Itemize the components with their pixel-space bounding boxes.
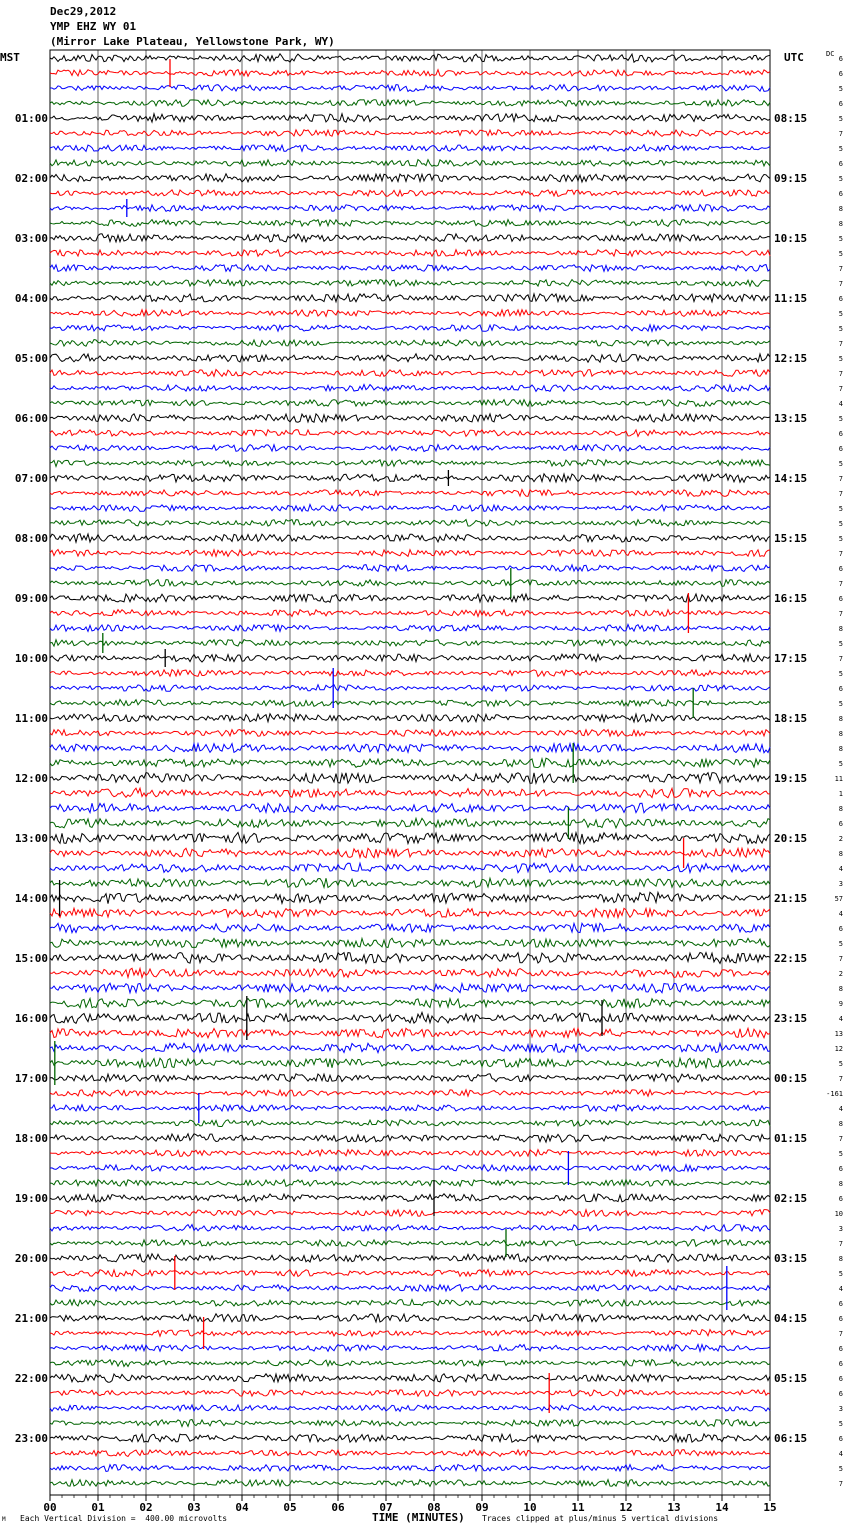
dc-offset-label: 3 xyxy=(838,880,843,888)
dc-offset-label: 10 xyxy=(834,1210,843,1218)
dc-offset-label: 5 xyxy=(838,640,843,648)
dc-offset-label: 6 xyxy=(838,160,843,168)
left-hour-label: 05:00 xyxy=(14,352,48,365)
seismic-trace xyxy=(50,1058,770,1068)
seismic-trace xyxy=(50,325,770,332)
seismic-trace xyxy=(50,654,770,662)
dc-offset-label: 5 xyxy=(838,250,843,258)
seismic-trace xyxy=(50,848,770,857)
seismic-trace xyxy=(50,1194,770,1202)
plot-date: Dec29,2012 xyxy=(50,5,117,18)
seismic-trace xyxy=(50,54,770,62)
seismic-trace xyxy=(50,70,770,77)
dc-offset-label: 5 xyxy=(838,760,843,768)
dc-offset-label: 8 xyxy=(838,850,843,858)
dc-offset-label: 6 xyxy=(838,55,843,63)
right-hour-label: 10:15 xyxy=(774,232,808,245)
dc-offset-label: 5 xyxy=(838,415,843,423)
seismic-trace xyxy=(50,1480,770,1487)
dc-offset-label: 6 xyxy=(838,1375,843,1383)
seismic-trace xyxy=(50,565,770,572)
x-tick-label: 02 xyxy=(139,1501,153,1514)
seismic-trace xyxy=(50,1210,770,1217)
seismic-trace xyxy=(50,1165,770,1172)
dc-offset-label: 6 xyxy=(838,70,843,78)
seismic-trace xyxy=(50,534,770,543)
dc-offset-label: 7 xyxy=(838,655,843,663)
dc-offset-label: 7 xyxy=(838,610,843,618)
dc-offset-label: 5 xyxy=(838,145,843,153)
dc-offset-label: 5 xyxy=(838,235,843,243)
seismic-trace xyxy=(50,610,770,617)
seismic-trace xyxy=(50,983,770,993)
dc-offset-label: 5 xyxy=(838,520,843,528)
right-hour-label: 17:15 xyxy=(774,652,808,665)
dc-offset-label: 6 xyxy=(838,190,843,198)
seismic-trace xyxy=(50,550,770,557)
dc-offset-label: 8 xyxy=(838,715,843,723)
right-hour-label: 12:15 xyxy=(774,352,808,365)
seismic-trace xyxy=(50,1134,770,1142)
seismic-trace xyxy=(50,445,770,452)
dc-offset-label: 6 xyxy=(838,595,843,603)
station-location: (Mirror Lake Plateau, Yellowstone Park, WY) xyxy=(50,35,335,48)
dc-offset-label: 5 xyxy=(838,1150,843,1158)
seismic-trace xyxy=(50,743,770,752)
dc-offset-label: 7 xyxy=(838,550,843,558)
left-hour-label: 01:00 xyxy=(14,112,48,125)
left-hour-label: 22:00 xyxy=(14,1372,48,1385)
seismic-trace xyxy=(50,190,770,197)
x-tick-label: 12 xyxy=(619,1501,633,1514)
dc-offset-label: 12 xyxy=(834,1045,843,1053)
dc-offset-label: 5 xyxy=(838,940,843,948)
seismic-trace xyxy=(50,414,770,422)
dc-offset-label: 5 xyxy=(838,535,843,543)
left-hour-label: 20:00 xyxy=(14,1252,48,1265)
x-tick-label: 14 xyxy=(715,1501,729,1514)
seismic-trace xyxy=(50,773,770,784)
seismic-trace xyxy=(50,878,770,887)
x-tick-label: 05 xyxy=(283,1501,297,1514)
x-tick-label: 00 xyxy=(43,1501,57,1514)
x-tick-label: 04 xyxy=(235,1501,249,1514)
right-hour-label: 22:15 xyxy=(774,952,808,965)
right-hour-label: 02:15 xyxy=(774,1192,808,1205)
left-hour-label: 18:00 xyxy=(14,1132,48,1145)
seismic-trace xyxy=(50,1240,770,1247)
left-hour-label: 09:00 xyxy=(14,592,48,605)
dc-offset-label: 2 xyxy=(838,970,843,978)
seismic-trace xyxy=(50,205,770,212)
seismic-trace xyxy=(50,174,770,182)
seismic-trace xyxy=(50,1225,770,1232)
x-tick-label: 11 xyxy=(571,1501,585,1514)
right-hour-label: 03:15 xyxy=(774,1252,808,1265)
corner-mark: M xyxy=(2,1516,6,1523)
dc-offset-label: 5 xyxy=(838,1270,843,1278)
dc-offset-label: 5 xyxy=(838,310,843,318)
dc-offset-label: 7 xyxy=(838,1240,843,1248)
seismic-trace xyxy=(50,1450,770,1457)
right-hour-label: 16:15 xyxy=(774,592,808,605)
right-hour-label: 20:15 xyxy=(774,832,808,845)
dc-offset-label: 5 xyxy=(838,1060,843,1068)
left-hour-label: 07:00 xyxy=(14,472,48,485)
seismic-trace xyxy=(50,700,770,707)
dc-offset-label: 6 xyxy=(838,100,843,108)
dc-offset-label: 8 xyxy=(838,205,843,213)
right-hour-label: 15:15 xyxy=(774,532,808,545)
dc-offset-label: 9 xyxy=(838,1000,843,1008)
seismic-trace xyxy=(50,625,770,632)
left-hour-label: 03:00 xyxy=(14,232,48,245)
dc-offset-label: 6 xyxy=(838,1360,843,1368)
dc-offset-label: 4 xyxy=(838,1015,843,1023)
seismic-trace xyxy=(50,1330,770,1337)
right-hour-label: 14:15 xyxy=(774,472,808,485)
seismic-trace xyxy=(50,145,770,152)
dc-offset-label: 8 xyxy=(838,730,843,738)
seismic-trace xyxy=(50,1043,770,1052)
left-hour-label: 21:00 xyxy=(14,1312,48,1325)
right-hour-label: 00:15 xyxy=(774,1072,808,1085)
seismic-trace xyxy=(50,670,770,677)
dc-offset-label: 6 xyxy=(838,430,843,438)
dc-offset-label: 11 xyxy=(834,775,843,783)
dc-offset-label: 8 xyxy=(838,1255,843,1263)
seismic-trace xyxy=(50,1150,770,1157)
dc-offset-label: 6 xyxy=(838,1315,843,1323)
seismic-trace xyxy=(50,788,770,798)
seismic-trace xyxy=(50,685,770,692)
dc-offset-label: 6 xyxy=(838,685,843,693)
dc-offset-label: 6 xyxy=(838,295,843,303)
dc-offset-label: 6 xyxy=(838,1165,843,1173)
dc-offset-label: 5 xyxy=(838,700,843,708)
utc-label: UTC xyxy=(784,51,804,64)
seismic-trace xyxy=(50,1300,770,1307)
dc-offset-label: 7 xyxy=(838,955,843,963)
dc-offset-label: 4 xyxy=(838,1105,843,1113)
dc-offset-label: 4 xyxy=(838,400,843,408)
seismic-trace xyxy=(50,908,770,917)
left-hour-label: 13:00 xyxy=(14,832,48,845)
left-hour-label: 08:00 xyxy=(14,532,48,545)
seismic-trace xyxy=(50,474,770,482)
left-hour-label: 19:00 xyxy=(14,1192,48,1205)
seismic-trace xyxy=(50,923,770,932)
right-hour-label: 09:15 xyxy=(774,172,808,185)
seismic-trace xyxy=(50,580,770,587)
seismic-trace xyxy=(50,833,770,844)
x-tick-label: 13 xyxy=(667,1501,681,1514)
seismic-trace xyxy=(50,1465,770,1472)
seismic-trace xyxy=(50,953,770,964)
dc-offset-label: 13 xyxy=(834,1030,843,1038)
seismic-trace xyxy=(50,892,770,903)
dc-offset-label: 7 xyxy=(838,580,843,588)
seismic-trace xyxy=(50,265,770,272)
dc-offset-label: 8 xyxy=(838,1120,843,1128)
seismic-trace xyxy=(50,490,770,497)
dc-offset-label: 6 xyxy=(838,1345,843,1353)
seismic-trace xyxy=(50,160,770,167)
dc-offset-label: 3 xyxy=(838,1225,843,1233)
dc-offset-label: 4 xyxy=(838,865,843,873)
x-tick-label: 01 xyxy=(91,1501,105,1514)
dc-offset-label: 5 xyxy=(838,175,843,183)
seismic-trace xyxy=(50,758,770,767)
x-tick-label: 09 xyxy=(475,1501,489,1514)
dc-offset-label: 5 xyxy=(838,355,843,363)
seismic-trace xyxy=(50,1270,770,1277)
dc-offset-label: 7 xyxy=(838,130,843,138)
dc-offset-label: 4 xyxy=(838,910,843,918)
dc-offset-label: 7 xyxy=(838,340,843,348)
dc-offset-label: 7 xyxy=(838,1480,843,1488)
x-tick-label: 08 xyxy=(427,1501,441,1514)
mst-label: MST xyxy=(0,51,20,64)
seismic-trace xyxy=(50,505,770,512)
seismic-trace xyxy=(50,1090,770,1097)
seismic-trace xyxy=(50,863,770,872)
seismic-trace xyxy=(50,310,770,317)
right-hour-label: 23:15 xyxy=(774,1012,808,1025)
left-hour-label: 02:00 xyxy=(14,172,48,185)
left-hour-label: 10:00 xyxy=(14,652,48,665)
seismic-trace xyxy=(50,354,770,362)
dc-offset-label: 6 xyxy=(838,1390,843,1398)
dc-offset-label: 6 xyxy=(838,565,843,573)
seismic-trace xyxy=(50,1405,770,1412)
dc-offset-label: 7 xyxy=(838,370,843,378)
seismic-trace xyxy=(50,1285,770,1292)
right-hour-label: 11:15 xyxy=(774,292,808,305)
seismic-trace xyxy=(50,460,770,467)
seismic-trace xyxy=(50,1028,770,1038)
dc-offset-label: 6 xyxy=(838,1435,843,1443)
clip-note: Traces clipped at plus/minus 5 vertical divisions xyxy=(482,1514,719,1523)
dc-offset-label: 6 xyxy=(838,820,843,828)
dc-offset-label: 5 xyxy=(838,460,843,468)
seismic-trace xyxy=(50,1314,770,1322)
left-hour-label: 04:00 xyxy=(14,292,48,305)
left-hour-label: 14:00 xyxy=(14,892,48,905)
x-tick-label: 10 xyxy=(523,1501,537,1514)
x-tick-label: 15 xyxy=(763,1501,777,1514)
dc-offset-label: 5 xyxy=(838,670,843,678)
seismic-trace xyxy=(50,938,770,947)
seismic-trace xyxy=(50,999,770,1008)
seismic-trace xyxy=(50,400,770,407)
right-hour-label: 19:15 xyxy=(774,772,808,785)
seismic-trace xyxy=(50,294,770,302)
seismic-trace xyxy=(50,85,770,92)
dc-offset-label: 7 xyxy=(838,490,843,498)
seismic-trace xyxy=(50,968,770,977)
dc-offset-label: 8 xyxy=(838,625,843,633)
left-hour-label: 17:00 xyxy=(14,1072,48,1085)
dc-offset-label: 7 xyxy=(838,265,843,273)
seismic-trace xyxy=(50,340,770,347)
dc-offset-label: 4 xyxy=(838,1285,843,1293)
seismic-trace xyxy=(50,234,770,242)
right-hour-label: 01:15 xyxy=(774,1132,808,1145)
seismic-trace xyxy=(50,803,770,813)
seismic-trace xyxy=(50,1390,770,1397)
x-tick-label: 07 xyxy=(379,1501,393,1514)
dc-offset-label: 57 xyxy=(834,895,843,903)
dc-offset-label: 6 xyxy=(838,1195,843,1203)
right-hour-label: 18:15 xyxy=(774,712,808,725)
seismic-trace xyxy=(50,280,770,287)
left-hour-label: 15:00 xyxy=(14,952,48,965)
x-axis-label: TIME (MINUTES) xyxy=(372,1511,465,1524)
amplitude-scale-note: Each Vertical Division = 400.00 microvolts xyxy=(20,1514,228,1523)
dc-offset-label: 8 xyxy=(838,1180,843,1188)
seismic-trace xyxy=(50,430,770,437)
x-tick-label: 06 xyxy=(331,1501,345,1514)
dc-offset-label: 6 xyxy=(838,925,843,933)
left-hour-label: 11:00 xyxy=(14,712,48,725)
dc-offset-label: 7 xyxy=(838,1135,843,1143)
dc-header-label: DC xyxy=(826,50,835,58)
dc-offset-label: 2 xyxy=(838,835,843,843)
left-hour-label: 23:00 xyxy=(14,1432,48,1445)
seismic-trace xyxy=(50,385,770,392)
dc-offset-label: 8 xyxy=(838,985,843,993)
dc-offset-label: 5 xyxy=(838,505,843,513)
dc-offset-label: 5 xyxy=(838,1420,843,1428)
seismic-trace xyxy=(50,520,770,527)
x-tick-label: 03 xyxy=(187,1501,201,1514)
right-hour-label: 05:15 xyxy=(774,1372,808,1385)
seismic-trace xyxy=(50,1374,770,1382)
seismic-trace xyxy=(50,818,770,827)
seismic-trace xyxy=(50,1180,770,1187)
left-hour-label: 16:00 xyxy=(14,1012,48,1025)
dc-offset-label: 5 xyxy=(838,1465,843,1473)
dc-offset-label: 7 xyxy=(838,280,843,288)
seismic-trace xyxy=(50,1120,770,1127)
seismic-trace xyxy=(50,594,770,602)
seismic-trace xyxy=(50,100,770,107)
dc-offset-label: 7 xyxy=(838,385,843,393)
dc-offset-label: 6 xyxy=(838,1300,843,1308)
dc-offset-label: 7 xyxy=(838,1330,843,1338)
right-hour-label: 08:15 xyxy=(774,112,808,125)
dc-offset-label: 7 xyxy=(838,475,843,483)
dc-offset-label: 7 xyxy=(838,1075,843,1083)
left-hour-label: 12:00 xyxy=(14,772,48,785)
dc-offset-label: 8 xyxy=(838,805,843,813)
seismic-trace xyxy=(50,1420,770,1427)
seismic-trace xyxy=(50,1254,770,1262)
seismic-trace xyxy=(50,1360,770,1367)
seismic-trace xyxy=(50,640,770,647)
seismic-trace xyxy=(50,114,770,122)
seismic-trace xyxy=(50,250,770,257)
dc-offset-label: 3 xyxy=(838,1405,843,1413)
seismic-trace xyxy=(50,370,770,377)
seismic-trace xyxy=(50,1012,770,1023)
left-hour-label: 06:00 xyxy=(14,412,48,425)
right-hour-label: 04:15 xyxy=(774,1312,808,1325)
seismic-trace xyxy=(50,130,770,137)
dc-offset-label: 6 xyxy=(838,445,843,453)
dc-offset-label: -161 xyxy=(826,1090,843,1098)
seismic-trace xyxy=(50,220,770,227)
seismic-trace xyxy=(50,1074,770,1082)
right-hour-label: 21:15 xyxy=(774,892,808,905)
right-hour-label: 13:15 xyxy=(774,412,808,425)
dc-offset-label: 8 xyxy=(838,745,843,753)
dc-offset-label: 8 xyxy=(838,220,843,228)
dc-offset-label: 5 xyxy=(838,325,843,333)
right-hour-label: 06:15 xyxy=(774,1432,808,1445)
seismic-trace xyxy=(50,1105,770,1112)
seismic-trace xyxy=(50,1345,770,1352)
dc-offset-label: 5 xyxy=(838,115,843,123)
dc-offset-label: 4 xyxy=(838,1450,843,1458)
dc-offset-label: 5 xyxy=(838,85,843,93)
dc-offset-label: 1 xyxy=(838,790,843,798)
seismic-trace xyxy=(50,1434,770,1442)
station-id: YMP EHZ WY 01 xyxy=(50,20,137,33)
seismic-trace xyxy=(50,730,770,737)
seismic-trace xyxy=(50,714,770,722)
